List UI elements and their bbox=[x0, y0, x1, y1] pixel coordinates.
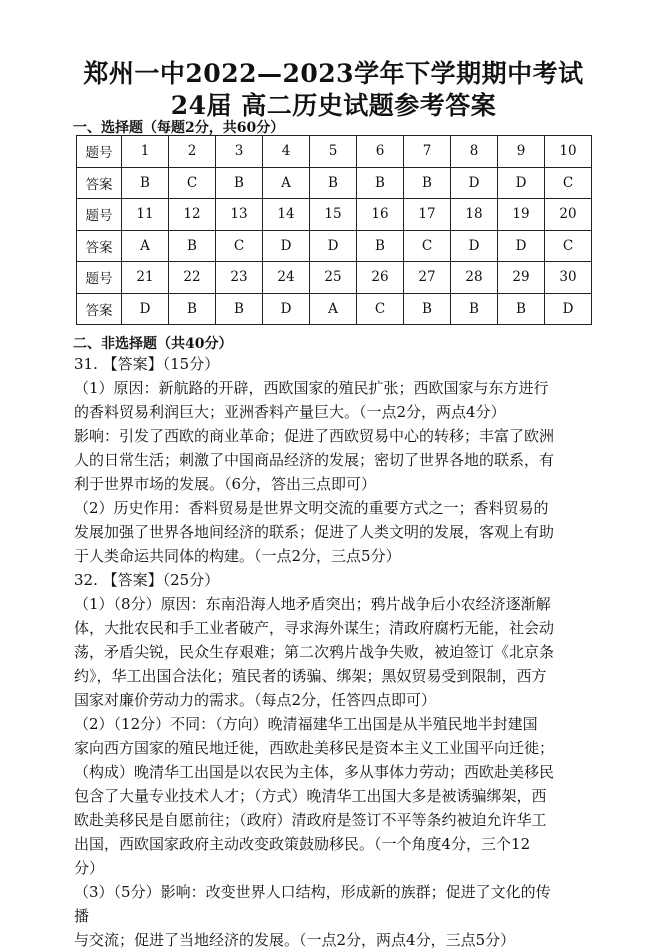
text-line: 与交流；促进了当地经济的发展。（一点2分，两点4分，三点5分） bbox=[74, 931, 516, 949]
question-number-cell: 13 bbox=[216, 199, 263, 231]
answer-cell: C bbox=[216, 230, 263, 262]
row-label-answer: 答案 bbox=[77, 167, 122, 199]
table-row-answers bbox=[77, 293, 592, 325]
question-number-cell: 16 bbox=[357, 199, 404, 231]
answer-cell: D bbox=[310, 230, 357, 262]
section-heading-nonchoice: 二、非选择题（共40分） bbox=[73, 336, 233, 352]
row-label-number: 题号 bbox=[77, 136, 122, 168]
table-row-answers bbox=[77, 167, 592, 199]
answer-cell: B bbox=[357, 230, 404, 262]
document-title: 郑州一中2022—2023学年下学期期中考试 bbox=[83, 59, 584, 88]
question-number-cell: 6 bbox=[357, 136, 404, 168]
text-line: 欧赴美移民是自愿前往；（政府）清政府是签订不平等条约被迫允许华工 bbox=[74, 811, 547, 829]
answer-cell: C bbox=[404, 230, 451, 262]
row-label-number: 题号 bbox=[77, 199, 122, 231]
text-line: 体，大批农民和手工业者破产，寻求海外谋生；清政府腐朽无能，社会动 bbox=[74, 619, 555, 637]
question-number-cell: 3 bbox=[216, 136, 263, 168]
answer-cell: D bbox=[498, 230, 545, 262]
answer-cell: B bbox=[310, 167, 357, 199]
answer-cell: C bbox=[357, 293, 404, 325]
answer-cell: C bbox=[545, 230, 592, 262]
text-line: 国家对廉价劳动力的需求。（每点2分，任答四点即可） bbox=[74, 691, 437, 709]
table-row-numbers bbox=[77, 136, 592, 168]
answer-cell: D bbox=[122, 293, 169, 325]
answer-table bbox=[76, 135, 592, 325]
question-number-cell: 21 bbox=[122, 262, 169, 294]
question-number-cell: 15 bbox=[310, 199, 357, 231]
text-line: 32. 【答案】（25分） bbox=[74, 571, 220, 589]
answer-cell: D bbox=[451, 230, 498, 262]
answer-cell: B bbox=[216, 293, 263, 325]
question-number-cell: 19 bbox=[498, 199, 545, 231]
question-number-cell: 18 bbox=[451, 199, 498, 231]
text-line: 播 bbox=[74, 907, 90, 925]
answer-body bbox=[74, 352, 594, 952]
question-number-cell: 4 bbox=[263, 136, 310, 168]
question-number-cell: 20 bbox=[545, 199, 592, 231]
answer-cell: A bbox=[122, 230, 169, 262]
text-line: 约》，华工出国合法化；殖民者的诱骗、绑架；黑奴贸易受到限制，西方 bbox=[74, 667, 547, 685]
text-line: 荡，矛盾尖锐，民众生存艰难；第二次鸦片战争失败，被迫签订《北京条 bbox=[74, 643, 555, 661]
table-row-answers bbox=[77, 230, 592, 262]
row-label-number: 题号 bbox=[77, 262, 122, 294]
text-line: 家向西方国家的殖民地迁徙，西欧赴美移民是资本主义工业国平向迁徙； bbox=[74, 739, 555, 757]
text-line: （2）（12分）不同：（方向）晚清福建华工出国是从半殖民地半封建国 bbox=[74, 715, 538, 733]
question-number-cell: 29 bbox=[498, 262, 545, 294]
answer-cell: B bbox=[169, 230, 216, 262]
question-number-cell: 25 bbox=[310, 262, 357, 294]
text-line: 影响：引发了西欧的商业革命；促进了西欧贸易中心的转移；丰富了欧洲 bbox=[74, 427, 555, 445]
text-line: 于人类命运共同体的构建。（一点2分，三点5分） bbox=[74, 547, 401, 565]
text-line: （1）原因：新航路的开辟，西欧国家的殖民扩张；西欧国家与东方进行 bbox=[74, 379, 549, 397]
text-line: 人的日常生活；刺激了中国商品经济的发展；密切了世界各地的联系，有 bbox=[74, 451, 555, 469]
answer-cell: D bbox=[263, 293, 310, 325]
question-number-cell: 17 bbox=[404, 199, 451, 231]
table-row-numbers bbox=[77, 199, 592, 231]
question-number-cell: 30 bbox=[545, 262, 592, 294]
question-number-cell: 8 bbox=[451, 136, 498, 168]
section-heading-choice: 一、选择题（每题2分，共60分） bbox=[73, 120, 285, 136]
answer-cell: B bbox=[404, 293, 451, 325]
question-number-cell: 11 bbox=[122, 199, 169, 231]
table-row-numbers bbox=[77, 262, 592, 294]
row-label-answer: 答案 bbox=[77, 230, 122, 262]
answer-cell: B bbox=[357, 167, 404, 199]
text-line: 利于世界市场的发展。（6分，答出三点即可） bbox=[74, 475, 377, 493]
question-number-cell: 26 bbox=[357, 262, 404, 294]
text-line: （3）（5分）影响：改变世界人口结构，形成新的族群；促进了文化的传 bbox=[74, 883, 551, 901]
question-number-cell: 23 bbox=[216, 262, 263, 294]
answer-cell: C bbox=[169, 167, 216, 199]
answer-cell: B bbox=[216, 167, 263, 199]
text-line: （1）（8分）原因：东南沿海人地矛盾突出；鸦片战争后小农经济逐渐解 bbox=[74, 595, 551, 613]
text-line: 的香料贸易利润巨大；亚洲香料产量巨大。（一点2分，两点4分） bbox=[74, 403, 506, 421]
answer-cell: B bbox=[169, 293, 216, 325]
question-number-cell: 22 bbox=[169, 262, 216, 294]
question-number-cell: 27 bbox=[404, 262, 451, 294]
question-number-cell: 7 bbox=[404, 136, 451, 168]
answer-cell: B bbox=[404, 167, 451, 199]
text-line: （2）历史作用：香料贸易是世界文明交流的重要方式之一；香料贸易的 bbox=[74, 499, 549, 517]
text-line: 31. 【答案】（15分） bbox=[74, 355, 220, 373]
answer-cell: B bbox=[122, 167, 169, 199]
question-number-cell: 5 bbox=[310, 136, 357, 168]
question-number-cell: 9 bbox=[498, 136, 545, 168]
text-line: 出国，西欧国家政府主动改变政策鼓励移民。（一个角度4分，三个12 bbox=[74, 835, 531, 853]
question-number-cell: 2 bbox=[169, 136, 216, 168]
question-number-cell: 24 bbox=[263, 262, 310, 294]
answer-cell: A bbox=[263, 167, 310, 199]
answer-cell: D bbox=[545, 293, 592, 325]
text-line: 包含了大量专业技术人才；（方式）晚清华工出国大多是被诱骗绑架，西 bbox=[74, 787, 547, 805]
answer-cell: D bbox=[263, 230, 310, 262]
answer-cell: B bbox=[498, 293, 545, 325]
text-line: 发展加强了世界各地间经济的联系；促进了人类文明的发展，客观上有助 bbox=[74, 523, 555, 541]
text-line: 分） bbox=[74, 859, 105, 877]
answer-cell: D bbox=[451, 167, 498, 199]
answer-cell: D bbox=[498, 167, 545, 199]
question-number-cell: 14 bbox=[263, 199, 310, 231]
answer-cell: B bbox=[451, 293, 498, 325]
answer-cell: A bbox=[310, 293, 357, 325]
document-subtitle: 24届 高二历史试题参考答案 bbox=[170, 91, 497, 120]
question-number-cell: 1 bbox=[122, 136, 169, 168]
row-label-answer: 答案 bbox=[77, 293, 122, 325]
question-number-cell: 12 bbox=[169, 199, 216, 231]
text-line: （构成）晚清华工出国是以农民为主体，多从事体力劳动；西欧赴美移民 bbox=[74, 763, 555, 781]
question-number-cell: 10 bbox=[545, 136, 592, 168]
answer-cell: C bbox=[545, 167, 592, 199]
question-number-cell: 28 bbox=[451, 262, 498, 294]
